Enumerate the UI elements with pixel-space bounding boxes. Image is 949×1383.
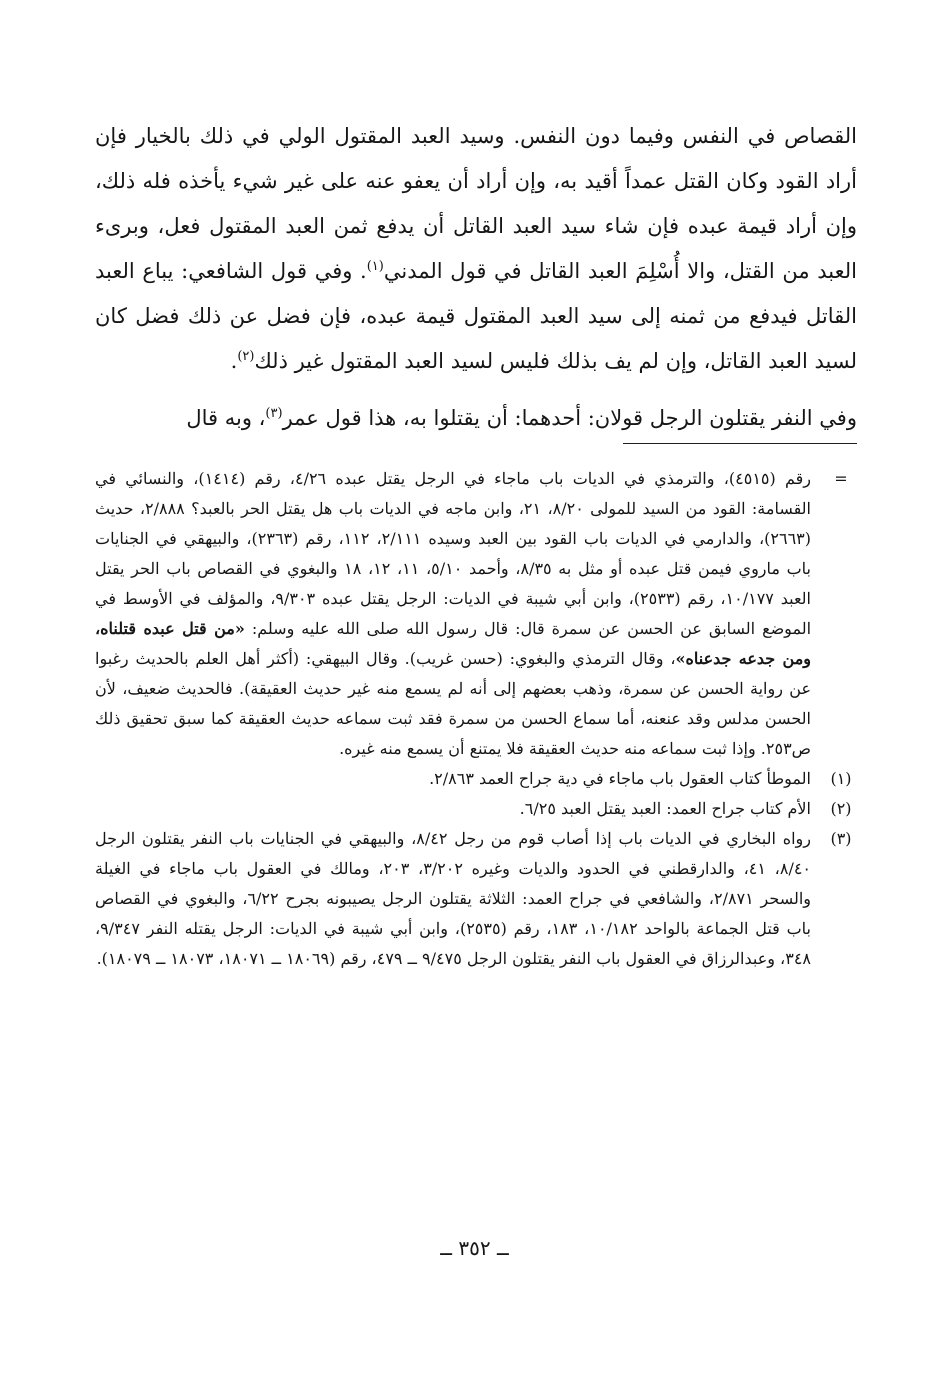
footnotes <box>95 464 861 974</box>
footnote-ref[interactable]: (٢) <box>237 349 255 364</box>
hadith-quote: «من قتل عبده قتلناه، ومن جدعه جدعناه» <box>95 619 812 668</box>
footnote-mark: (١) <box>830 769 852 788</box>
footnote-3: (٣) رواه البخاري في الديات باب إذا أصاب قوم من رجل ٨/٤٢، والبيهقي في الجنايات باب النفر يقتلون الرجل ٨/٤٠، ٤١، والدارقطني في الحدود والديات وغيره ٣/٢٠٢، ٢٠٣، ومالك في العقول باب ماجاء في الغيلة والسحر ٢/٨٧١، والشافعي في جراح العمد: الثلاثة يقتلون الرجل يصيبونه بجرح ٦/٢٢، والبغوي في القصاص باب قتل الجماعة بالواحد ١٠/١٨٢، ١٨٣، رقم (٢٥٣٥)، وابن أبي شيبة في الديات: الرجل يقتله النفر ٩/٣٤٧، ٣٤٨، وعبدالرزاق في العقول باب النفر يقتلون الرجل ٩/٤٧٥ ــ ٤٧٩، رقم (١٨٠٦٩ ــ ١٨٠٧١، ١٨٠٧٣ ــ ١٨٠٧٩). <box>95 824 861 974</box>
main-paragraph: وفي النفر يقتلون الرجل قولان: أحدهما: أن يقتلوا به، هذا قول عمر$^{(٣)}$، وبه قال <box>186 406 857 430</box>
footnote-mark: (٣) <box>830 829 852 848</box>
footnote-separator <box>623 443 857 444</box>
footnote-2: (٢) الأم كتاب جراح العمد: العبد يقتل العبد ٦/٢٥. <box>95 794 861 824</box>
footnote-ref[interactable]: (٣) <box>265 406 283 421</box>
footnote-continuation: = رقم (٤٥١٥)، والترمذي في الديات باب ماجاء في الرجل يقتل عبده ٤/٢٦، رقم (١٤١٤)، والنسائي في القسامة: القود من السيد للمولى ٨/٢٠، ٢١، وابن ماجه في الديات باب هل يقتل الحر بالعبد؟ ٢/٨٨٨، حديث (٢٦٦٣)، والدارمي في الديات باب القود بين العبد وسيده ٢/١١١، ١١٢، رقم (٢٣٦٣)، والبيهقي في الجنايات باب ماروي فيمن قتل عبده أو مثل به ٨/٣٥، وأحمد ٥/١٠، ١١، ١٢، ١٨ والبغوي في القصاص باب الحر يقتل العبد ١٠/١٧٧، رقم (٢٥٣٣)، وابن أبي شيبة في الديات: الرجل يقتل عبده ٩/٣٠٣، والمؤلف في الأوسط في الموضع السابق عن الحسن عن سمرة قال: قال رسول الله صلى الله عليه وسلم: «من قتل عبده قتلناه، ومن جدعه جدعناه»، وقال الترمذي والبغوي: (حسن غريب). وقال البيهقي: (أكثر أهل العلم بالحديث رغبوا عن رواية الحسن عن سمرة، وذهب بعضهم إلى أنه لم يسمع منه غير حديث العقيقة). فالحديث ضعيف، لأن الحسن مدلس وقد عنعنه، أما سماع الحسن من سمرة فقد ثبت سماعه حديث العقيقة كما سبق تحقيق ذلك ص٢٥٣. وإذا ثبت سماعه منه حديث العقيقة فلا يمتنع أن يسمع منه غيره. <box>95 464 861 764</box>
main-text <box>95 114 857 441</box>
main-paragraph: القصاص في النفس وفيما دون النفس. وسيد العبد المقتول الولي في ذلك بالخيار فإن أراد القود وكان القتل عمداً أقيد به، وإن أراد أن يعفو عنه على غير شيء يأخذه فله ذلك، وإن أراد قيمة عبده فإن شاء سيد العبد القاتل أن يدفع ثمن العبد المقتول فعل، وبرىء العبد من القتل، والا أُسْلِمَ العبد القاتل في قول المدني$^{(١)}$. وفي قول الشافعي: يباع العبد القاتل فيدفع من ثمنه إلى سيد العبد المقتول قيمة عبده، فإن فضل عن ذلك فضل كان لسيد العبد القاتل، وإن لم يف بذلك فليس لسيد العبد المقتول غير ذلك$^{(٢)}$. <box>95 124 857 373</box>
footnote-mark: (٢) <box>830 799 852 818</box>
continuation-mark: = <box>834 469 848 488</box>
page-number: ــ ٣٥٢ ــ <box>440 1236 509 1260</box>
footnote-1: (١) الموطأ كتاب العقول باب ماجاء في دية جراح العمد ٢/٨٦٣. <box>95 764 861 794</box>
footnote-ref[interactable]: (١) <box>366 259 384 274</box>
